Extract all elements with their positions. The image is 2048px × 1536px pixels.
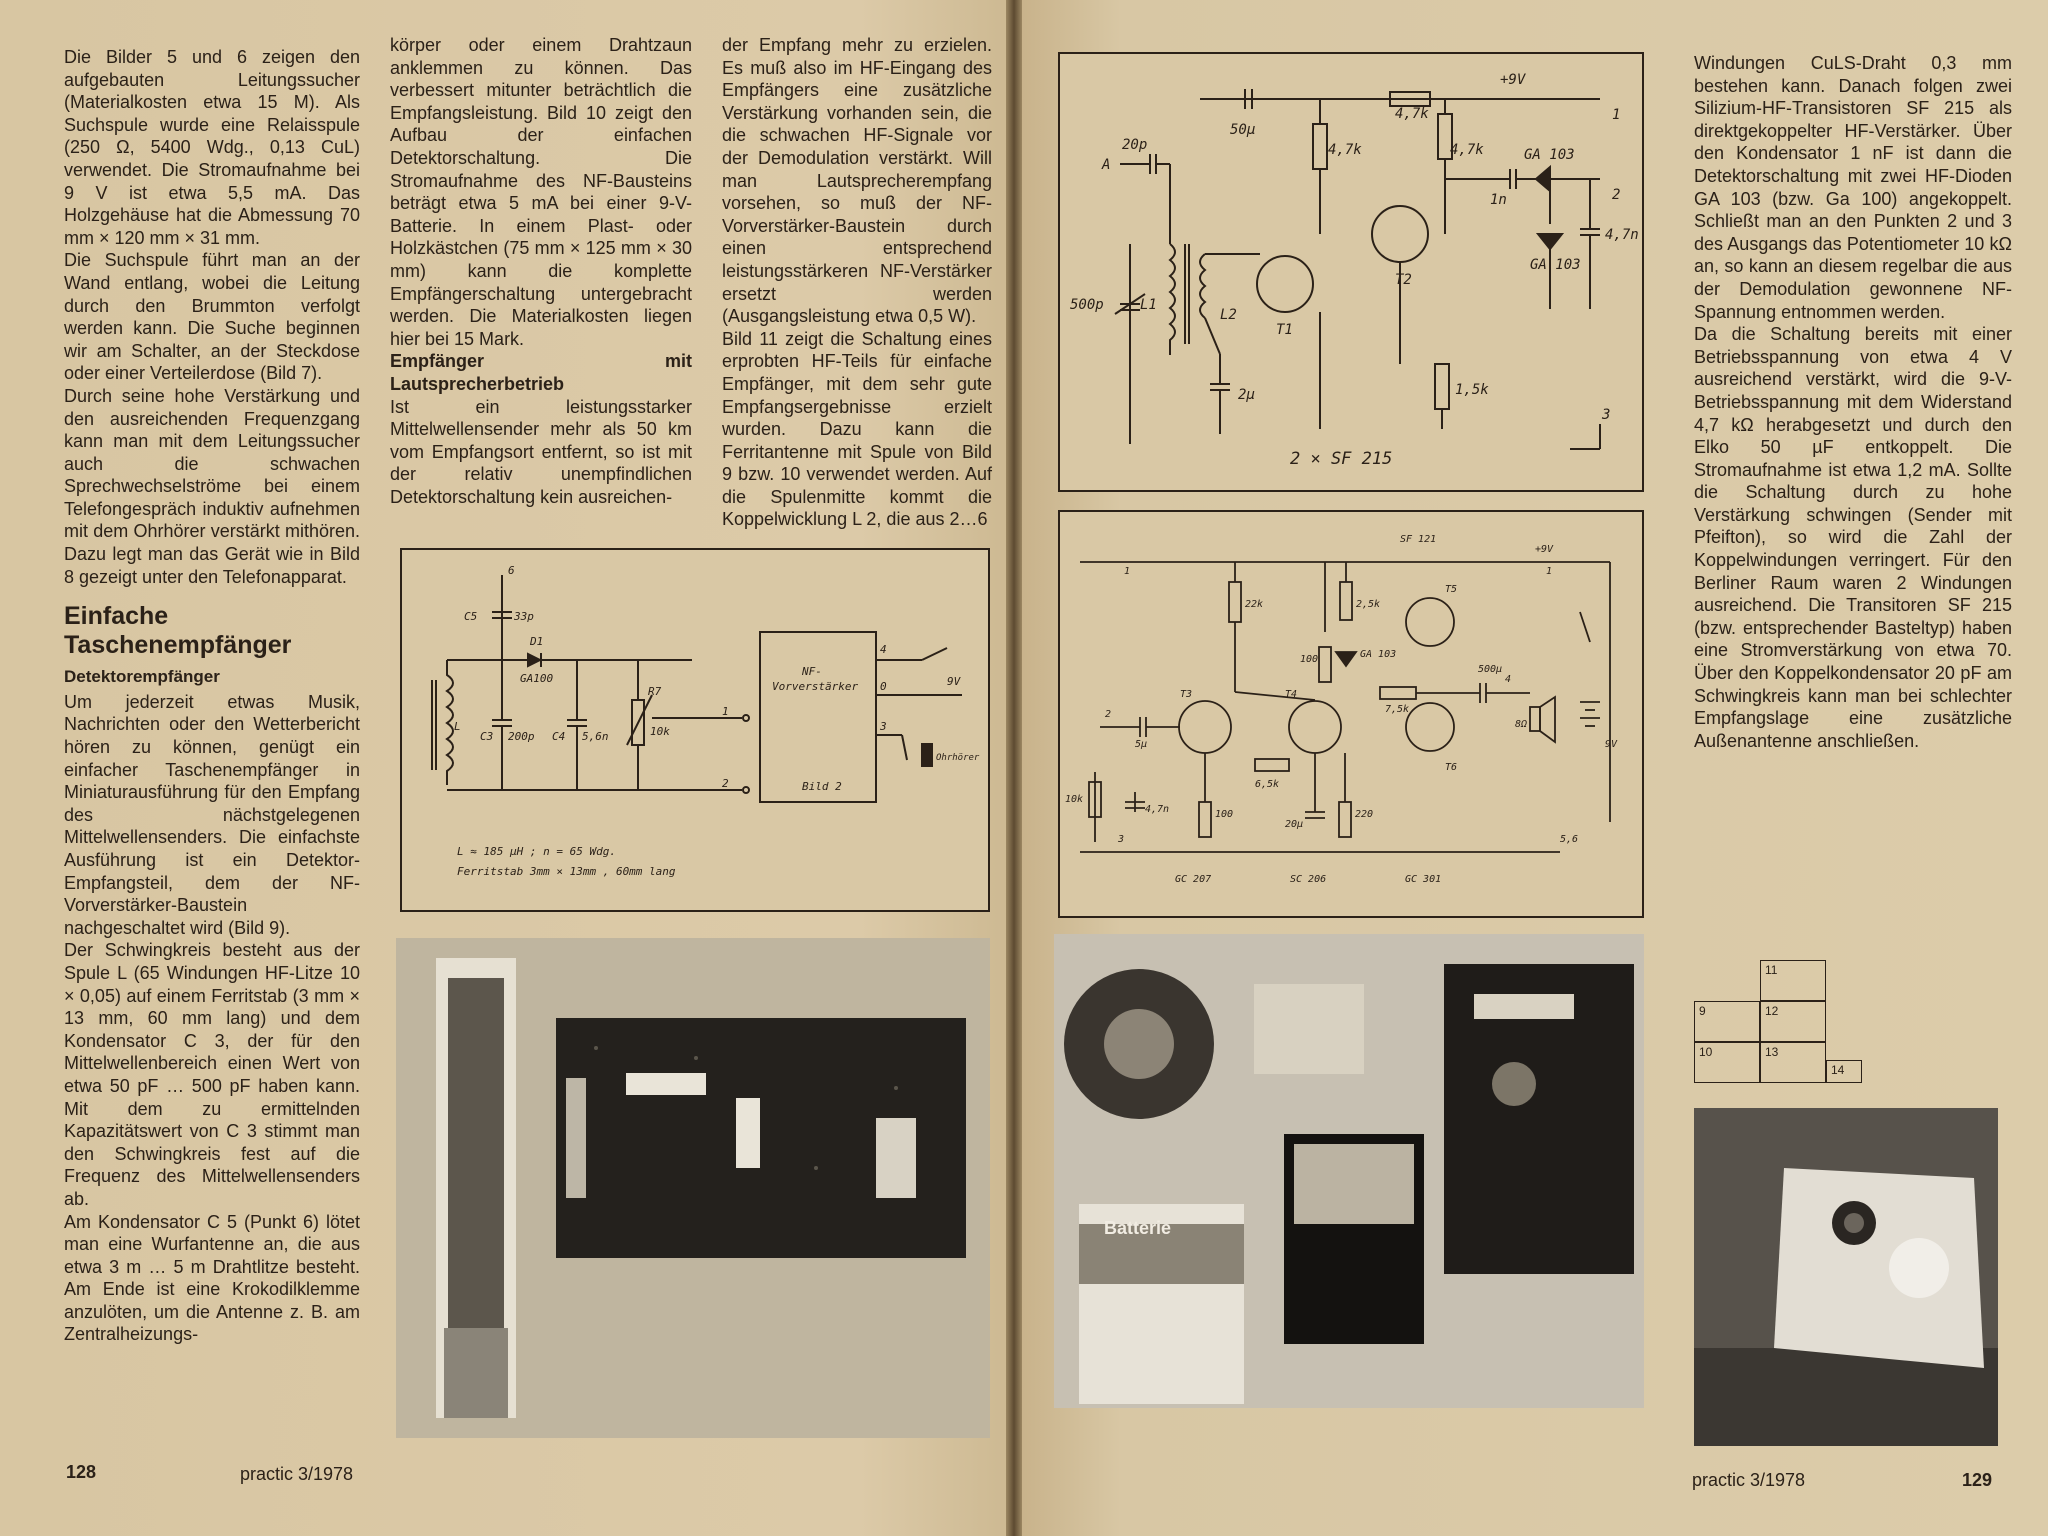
paragraph: Da die Schaltung bereits mit einer Betriebsspannung von etwa 4 V ausreichend verstärkt, wird die 9-V-Betriebsspannung mit dem Widerstand 4,7 kΩ herabgesetzt und durch den Elko 50 µF entkoppelt. Die Stromaufnahme ist etwa 1,2 mA. Sollte die Schaltung durch zu hohe Verstärkung schwingen (Sender mit Pfeifton), so wird die Zahl der Koppelwindungen verringert. Für den Berliner Raum waren 2 Windungen ausreichend. Die Transitoren SF 215 (bzw. entsprechender Basteltyp) haben eine Stromverstärkung von etwa 70. Über den Koppelkondensator 20 pF am Schwingkreis kann man bei schlechter Empfangslage eine zusätzliche Außenantenne anschließen. (1694, 324, 2012, 751)
label-box-line2: Vorverstärker (772, 680, 859, 693)
paragraph: Der Schwingkreis besteht aus der Spule L (65 Windungen HF-Litze 10 × 0,05) auf einem Ferritstab (3 mm × 13 mm, 60 mm lang) und dem Kondensator C 3, der für den Mittelwellenbereich einen Wert von etwa 50 pF … 500 pF haben kann. Mit dem zu ermittelnden Kapazitätswert von C 3 stimmt man den Schwingkreis fest auf die Frequenz des Mittelwellensenders ab. (64, 940, 360, 1209)
label-point-0: 0 (880, 680, 887, 693)
figure-layout-key (1694, 960, 1894, 1085)
label-c4-value: 5,6n (582, 730, 609, 743)
label-1n: 1n (1490, 192, 1507, 208)
label-4n7: 4,7n (1145, 804, 1170, 815)
label-ga103-b: GA 103 (1530, 257, 1581, 273)
paragraph: körper oder einem Drahtzaun anklemmen zu können. Das verbessert mitunter beträchtlich die Empfangsleistung. Bild 10 zeigt den Aufbau der einfachen Detektorschaltung. Die Stromaufnahme des NF-Bausteins beträgt etwa 5 mA bei einer 9-V-Batterie. In einem Plast- oder Holzkästchen (75 mm × 125 mm × 30 mm) kann die komplette Empfängerschaltung untergebracht werden. Die Materialkosten liegen hier bei 15 Mark. (390, 35, 692, 349)
label-8-ohm: 8Ω (1515, 719, 1528, 730)
key-cell: 12 (1760, 1001, 1826, 1042)
label-point-6: 6 (508, 564, 515, 577)
label-gc301: GC 301 (1405, 874, 1442, 885)
right-page (1018, 0, 2048, 1536)
label-sc206: SC 206 (1290, 874, 1327, 885)
label-100-b: 100 (1215, 809, 1234, 820)
label-point-2: 2 (1612, 187, 1621, 203)
key-cell: 11 (1760, 960, 1826, 1001)
label-50u: 50µ (1230, 122, 1256, 138)
subsection-heading: Detektorempfänger (64, 667, 220, 687)
photo-receiver-front-panel (1694, 1108, 1998, 1446)
label-c5: C5 (464, 610, 478, 623)
label-point-5-6: 5,6 (1560, 834, 1579, 845)
schematic-audio-amplifier (1058, 510, 1644, 918)
photo-detector-receiver-board (396, 938, 990, 1438)
schematic-drawing (402, 550, 988, 910)
page-gutter (1006, 0, 1022, 1536)
schematic-drawing (1060, 54, 1642, 490)
label-l2: L2 (1220, 307, 1237, 323)
label-plus-9v: +9V (1500, 72, 1526, 88)
note-inductance: L ≈ 185 µH ; n = 65 Wdg. (457, 845, 616, 858)
label-point-1-right: 1 (1546, 566, 1553, 577)
photo-illustration (396, 938, 990, 1438)
magazine-issue-left: practic 3/1978 (240, 1464, 354, 1484)
label-sf121: SF 121 (1400, 534, 1437, 545)
label-t3: T3 (1180, 689, 1193, 700)
paragraph: Bild 11 zeigt die Schaltung eines erprobten HF-Teils für einfache Empfänger, mit dem sehr gute Empfangsergebnisse erzielt wurden. Dazu kann die Ferritantenne mit Spule von Bild 9 bzw. 10 verwendet werden. Auf die Spulenmitte kommt die Koppelwicklung L 2, die aus 2…6 (722, 328, 992, 530)
label-r7: R7 (648, 685, 662, 698)
schematic-drawing (1060, 512, 1642, 916)
paragraph: Um jederzeit etwas Musik, Nachrichten oder den Wetterbericht hören zu können, genügt ein einfacher Taschenempfänger in Miniaturausführung für den Empfang des nächstgelegenen Mittelwellensenders. Die einfachste Ausführung ist ein Detektor-Empfangsteil, dem der NF-Vorverstärker-Baustein nachgeschaltet wird (Bild 9). (64, 691, 360, 938)
label-d1-type: GA100 (520, 672, 554, 685)
label-20p: 20p (1122, 137, 1148, 153)
label-point-1: 1 (722, 705, 729, 718)
paragraph: der Empfang mehr zu erzielen. Es muß also im HF-Eingang des Empfängers eine zusätzliche Verstärkung vorhanden sein, die die schwachen HF-Signale vor der Demodulation verstärkt. Will man Lautsprecherempfang vorsehen, so muß der NF-Vorverstärker-Baustein durch einen entsprechend leistungsstärkeren NF-Verstärker ersetzt werden (Ausgangsleistung etwa 0,5 W). (722, 35, 992, 327)
label-c4: C4 (552, 730, 566, 743)
label-100-a: 100 (1300, 654, 1319, 665)
right-column (1694, 52, 2012, 752)
key-cell: 9 (1694, 1001, 1760, 1042)
label-ga103: GA 103 (1360, 649, 1397, 660)
label-d1: D1 (530, 635, 544, 648)
label-2k5: 2,5k (1356, 599, 1381, 610)
label-4k7-b: 4,7k (1450, 142, 1484, 158)
page-number-right: 129 (1962, 1470, 1993, 1490)
label-t5: T5 (1445, 584, 1458, 595)
label-7k5: 7,5k (1385, 704, 1410, 715)
label-gc207: GC 207 (1175, 874, 1212, 885)
label-r7-value: 10k (650, 725, 670, 738)
left-page (0, 0, 1010, 1536)
paragraph: Durch seine hohe Verstärkung und den ausreichenden Frequenzgang kann man mit dem Leitungssucher auch die schwachen Sprechwechselströme bei einem Telefongespräch induktiv aufnehmen mit dem Ohrhörer verstärkt mithören. Dazu legt man das Gerät wie in Bild 8 gezeigt unter den Telefonapparat. (64, 385, 360, 587)
left-column-2 (390, 34, 692, 508)
label-t4: T4 (1285, 689, 1298, 700)
label-point-4: 4 (1505, 674, 1512, 685)
label-l1: L1 (1140, 297, 1157, 313)
label-4k7-c: 4,7k (1395, 106, 1429, 122)
label-point-3: 3 (880, 720, 887, 733)
label-point-3: 3 (1602, 407, 1611, 423)
photo-illustration (1694, 1108, 1998, 1446)
label-10k: 10k (1065, 794, 1084, 805)
label-transistor-type: 2 × SF 215 (1290, 449, 1393, 469)
label-4k7-a: 4,7k (1328, 142, 1362, 158)
label-500u: 500µ (1478, 664, 1503, 675)
paragraph: Am Kondensator C 5 (Punkt 6) lötet man eine Wurfantenne an, die aus etwa 3 m … 5 m Drahtlitze besteht. Am Ende ist eine Krokodilklemme anzulöten, um die Antenne z. B. am Zentralheizungs- (64, 1211, 360, 1345)
paragraph: Windungen CuLS-Draht 0,3 mm bestehen kann. Danach folgen zwei Silizium-HF-Transistoren SF 215 als direktgekoppelter HF-Verstärker. Über den Kondensator 1 nF ist dann die Detektorschaltung mit zwei HF-Dioden GA 103 (bzw. Ga 100) angekoppelt. Schließt man an den Punkten 2 und 3 des Ausgangs das Potentiometer 10 kΩ an, so kann an diesem regelbar die aus der Demodulation gewonnene NF-Spannung entnommen werden. (1694, 53, 2012, 322)
label-2u: 2µ (1238, 387, 1255, 403)
label-point-4: 4 (880, 643, 887, 656)
label-point-2: 2 (722, 777, 729, 790)
paragraph: Die Bilder 5 und 6 zeigen den aufgebauten Leitungssucher (Materialkosten etwa 15 M). Als Suchspule wurde eine Relaisspule (250 Ω, 5400 Wdg., 0,13 CuL) verwendet. Die Stromaufnahme bei 9 V ist etwa 5,5 mA. Das Holzgehäuse hat die Abmessung 70 mm × 120 mm × 31 mm. (64, 47, 360, 248)
battery-label: Batterie (1104, 1218, 1172, 1238)
label-point-3: 3 (1118, 834, 1125, 845)
label-9v-battery: 9V (1605, 739, 1618, 750)
photo-illustration (1054, 934, 1644, 1408)
label-t6: T6 (1445, 762, 1458, 773)
label-ga103-a: GA 103 (1524, 147, 1575, 163)
section-heading: Einfache Taschenempfänger (64, 602, 292, 660)
paragraph: Ist ein leistungsstarker Mittelwellensender mehr als 50 km vom Empfangsort entfernt, so ist mit der relativ unempfindlichen Detektorschaltung kein ausreichen- (390, 396, 692, 507)
label-point-1-left: 1 (1124, 566, 1131, 577)
label-box-line1: NF- (802, 665, 822, 678)
label-220: 220 (1355, 809, 1374, 820)
label-point-2: 2 (1105, 709, 1112, 720)
label-6k5: 6,5k (1255, 779, 1280, 790)
left-column-1 (64, 46, 360, 1346)
label-t1: T1 (1276, 322, 1293, 338)
label-c3-value: 200p (508, 730, 535, 743)
schematic-hf-amplifier (1058, 52, 1644, 492)
key-cell: 14 (1826, 1060, 1862, 1083)
label-22k: 22k (1245, 599, 1264, 610)
page-number-left: 128 (66, 1462, 97, 1482)
label-ohrhoerer: Ohrhörer (936, 753, 980, 763)
note-ferrite-rod: Ferritstab 3mm × 13mm , 60mm lang (457, 865, 676, 878)
photo-loudspeaker-receiver (1054, 934, 1644, 1408)
label-c3: C3 (480, 730, 494, 743)
label-point-1: 1 (1612, 107, 1621, 123)
section-heading: Empfänger mit Lautsprecherbetrieb (390, 351, 692, 394)
label-5u: 5µ (1135, 739, 1148, 750)
label-l: L (454, 720, 461, 733)
label-9v: 9V (947, 675, 961, 688)
label-box-bild: Bild 2 (802, 780, 842, 793)
key-cell: 13 (1760, 1042, 1826, 1083)
paragraph: Die Suchspule führt man an der Wand entlang, wobei die Leitung durch den Brummton verfolgt werden kann. Die Suche beginnen wir am Schalter, an der Steckdose oder einer Verteilerdose (Bild 7). (64, 250, 360, 384)
left-column-3 (722, 34, 992, 531)
label-plus-9v: +9V (1535, 544, 1554, 555)
magazine-issue-right: practic 3/1978 (1692, 1470, 1806, 1490)
label-20u: 20µ (1285, 819, 1304, 830)
label-4n7: 4,7n (1605, 227, 1639, 243)
key-cell: 10 (1694, 1042, 1760, 1083)
label-500p: 500p (1070, 297, 1104, 313)
schematic-detector-receiver (400, 548, 990, 912)
label-1k5: 1,5k (1455, 382, 1489, 398)
label-c5-value: 33p (514, 610, 534, 623)
label-antenna: A (1102, 157, 1111, 173)
label-t2: T2 (1395, 272, 1412, 288)
